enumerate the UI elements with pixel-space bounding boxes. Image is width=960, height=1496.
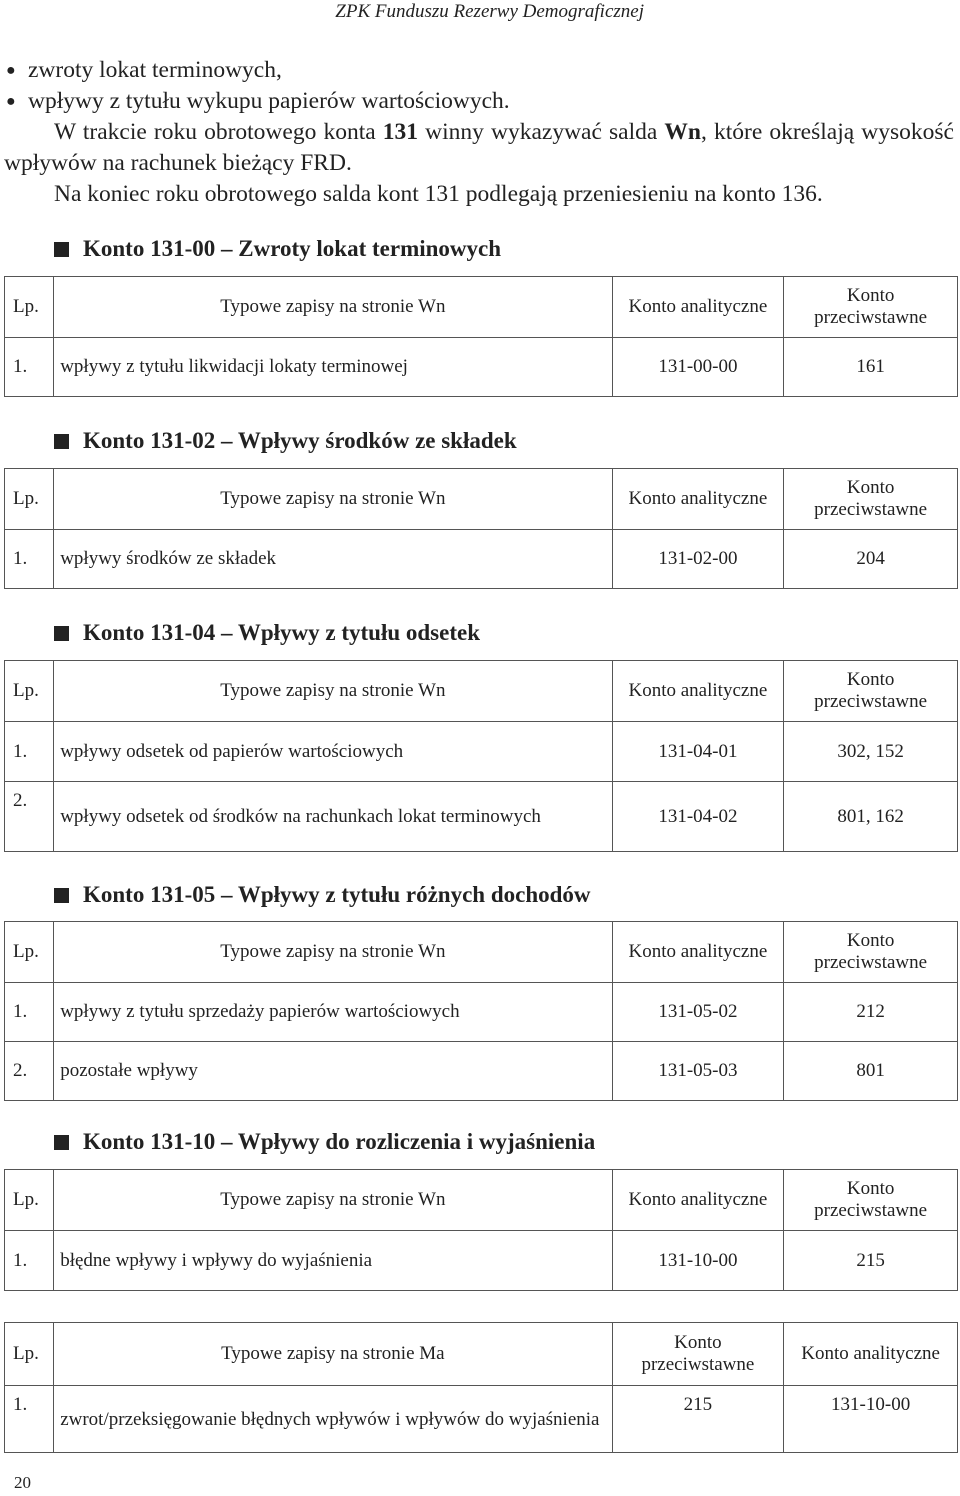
intro-text	[4, 55, 954, 210]
header-counter-account: Konto przeciwstawne	[784, 277, 958, 338]
header-description: Typowe zapisy na stronie Wn	[54, 277, 612, 338]
running-header: ZPK Funduszu Rezerwy Demograficznej	[335, 1, 644, 22]
header-analytic-account: Konto analityczne	[612, 277, 784, 338]
list-item	[4, 55, 954, 86]
table-header-row: Lp. Typowe zapisy na stronie Wn Konto analityczne Konto przeciwstawne	[5, 661, 958, 722]
square-bullet-icon	[54, 626, 69, 641]
account-table	[4, 660, 958, 852]
list-item-text: zwroty lokat terminowych,	[28, 57, 282, 83]
account-table	[4, 276, 958, 397]
table-row: 1. zwrot/przeksięgowanie błędnych wpływów i wpływów do wyjaśnienia 215 131-10-00	[5, 1386, 958, 1453]
square-bullet-icon	[54, 434, 69, 449]
table-row: 1. wpływy z tytułu sprzedaży papierów wartościowych 131-05-02 212	[5, 983, 958, 1042]
table-header-row: Lp. Typowe zapisy na stronie Wn Konto analityczne Konto przeciwstawne	[5, 922, 958, 983]
bullet-icon: ●	[6, 93, 16, 110]
section-title: Konto 131-05 – Wpływy z tytułu różnych dochodów	[54, 882, 591, 908]
account-table	[4, 921, 958, 1101]
table-row: 1. wpływy z tytułu likwidacji lokaty terminowej 131-00-00 161	[5, 338, 958, 397]
section-title: Konto 131-02 – Wpływy środków ze składek	[54, 428, 517, 454]
account-table	[4, 1169, 958, 1291]
list-item	[4, 86, 954, 117]
paragraph: Na koniec roku obrotowego salda kont 131 podlegają przeniesieniu na konto 136.	[54, 181, 823, 207]
header-lp: Lp.	[5, 277, 54, 338]
table-header-row: Lp. Typowe zapisy na stronie Wn Konto analityczne Konto przeciwstawne	[5, 1170, 958, 1231]
list-item-text: wpływy z tytułu wykupu papierów wartościowych.	[28, 88, 510, 114]
table-row: 1. błędne wpływy i wpływy do wyjaśnienia 131-10-00 215	[5, 1231, 958, 1291]
square-bullet-icon	[54, 1135, 69, 1150]
section-title: Konto 131-00 – Zwroty lokat terminowych	[54, 236, 501, 262]
paragraph: W trakcie roku obrotowego konta 131 winny wykazywać salda Wn, które określają wysokość wpływów na rachunek bieżący FRD.	[4, 119, 954, 176]
section-title: Konto 131-10 – Wpływy do rozliczenia i wyjaśnienia	[54, 1129, 595, 1155]
table-header-row: Lp. Typowe zapisy na stronie Wn Konto analityczne Konto przeciwstawne	[5, 469, 958, 530]
table-row: 1. wpływy środków ze składek 131-02-00 204	[5, 530, 958, 589]
table-row: 2. wpływy odsetek od środków na rachunkach lokat terminowych 131-04-02 801, 162	[5, 782, 958, 852]
table-row: 1. wpływy odsetek od papierów wartościowych 131-04-01 302, 152	[5, 722, 958, 782]
table-header-row	[5, 277, 958, 338]
section-title: Konto 131-04 – Wpływy z tytułu odsetek	[54, 620, 480, 646]
account-table	[4, 468, 958, 589]
square-bullet-icon	[54, 888, 69, 903]
table-header-row: Lp. Typowe zapisy na stronie Ma Konto przeciwstawne Konto analityczne	[5, 1323, 958, 1386]
bullet-icon: ●	[6, 62, 16, 79]
square-bullet-icon	[54, 242, 69, 257]
table-row: 2. pozostałe wpływy 131-05-03 801	[5, 1042, 958, 1101]
account-table-ma	[4, 1322, 958, 1453]
page-number: 20	[14, 1473, 31, 1492]
